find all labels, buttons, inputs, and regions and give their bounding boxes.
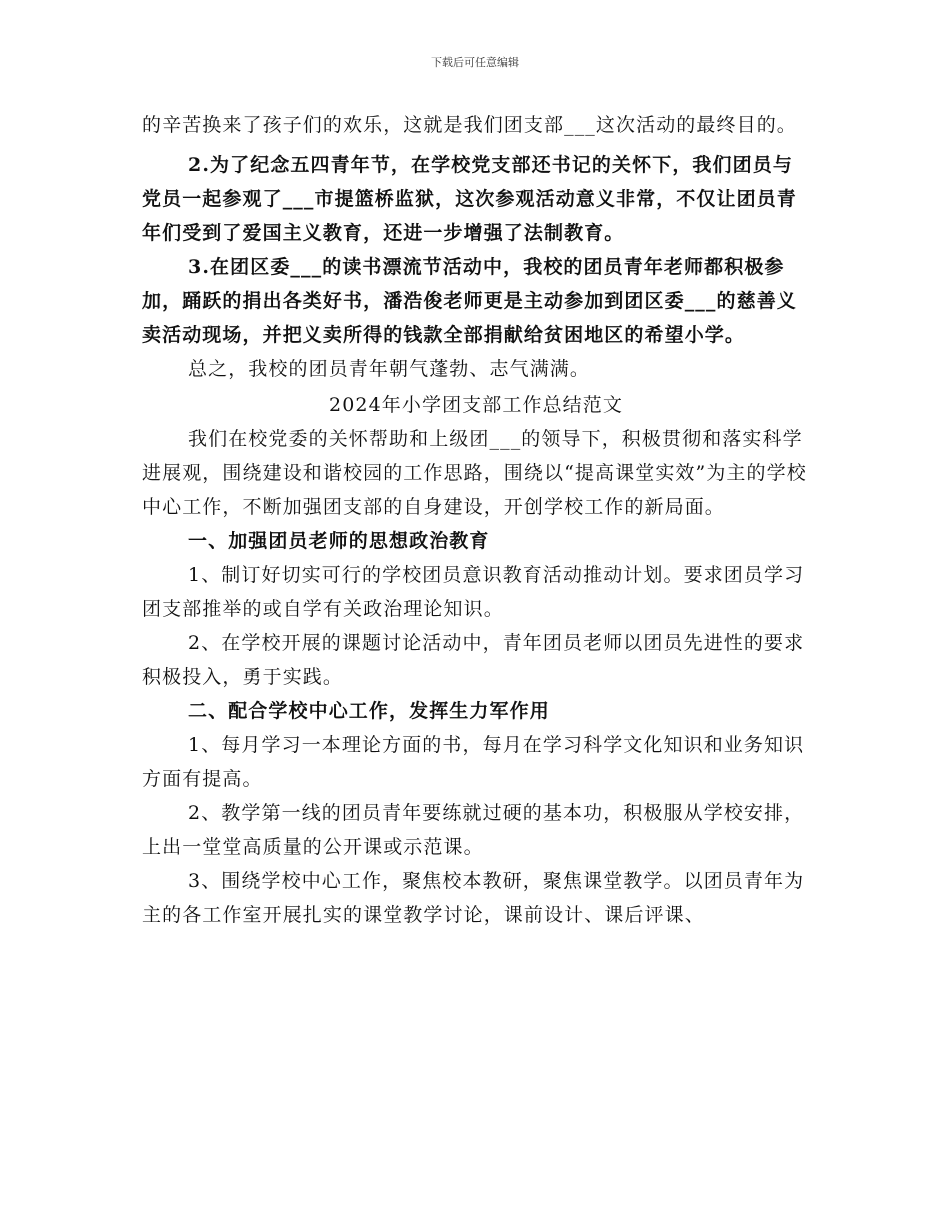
paragraph-item-2: 2.为了纪念五四青年节，在学校党支部还书记的关怀下，我们团员与党员一起参观了___市提篮桥监狱，这次参观活动意义非常，不仅让团员青年们受到了爱国主义教育，还进一步增强了法制教育。 — [142, 154, 797, 244]
heading-section-1: 一、加强团员老师的思想政治教育 — [188, 530, 490, 552]
paragraph-intro: 我们在校党委的关怀帮助和上级团___的领导下，积极贯彻和落实科学进展观，围绕建设和谐校园的工作思路，围绕以“提高课堂实效”为主的学校中心工作，不断加强团支部的自身建设，开创学校工作的新局面。 — [142, 428, 807, 518]
page-header: 下载后可任意编辑 — [431, 56, 519, 69]
paragraph-section-1-item-2: 2、在学校开展的课题讨论活动中，青年团员老师以团员先进性的要求积极投入，勇于实践。 — [142, 632, 805, 688]
section-title: 2024年小学团支部工作总结范文 — [329, 394, 623, 416]
paragraph-section-2-item-2: 2、教学第一线的团员青年要练就过硬的基本功，积极服从学校安排，上出一堂堂高质量的公开课或示范课。 — [142, 802, 805, 858]
paragraph-section-1-item-1: 1、制订好切实可行的学校团员意识教育活动推动计划。要求团员学习团支部推举的或自学有关政治理论知识。 — [142, 564, 805, 620]
paragraph-section-2-item-1: 1、每月学习一本理论方面的书，每月在学习科学文化知识和业务知识方面有提高。 — [142, 734, 805, 790]
paragraph-summary: 总之，我校的团员青年朝气蓬勃、志气满满。 — [188, 358, 591, 380]
paragraph-item-3: 3.在团区委___的读书漂流节活动中，我校的团员青年老师都积极参加，踊跃的捐出各类好书，潘浩俊老师更是主动参加到团区委___的慈善义卖活动现场，并把义卖所得的钱款全部捐献给贫困地区的希望小学。 — [142, 256, 797, 346]
document-body — [142, 108, 810, 932]
heading-section-2: 二、配合学校中心工作，发挥生力军作用 — [188, 700, 550, 722]
paragraph-section-2-item-3: 3、围绕学校中心工作，聚焦校本教研，聚焦课堂教学。以团员青年为主的各工作室开展扎实的课堂教学讨论，课前设计、课后评课、 — [142, 870, 805, 926]
paragraph-continuation: 的辛苦换来了孩子们的欢乐，这就是我们团支部___这次活动的最终目的。 — [142, 114, 797, 136]
